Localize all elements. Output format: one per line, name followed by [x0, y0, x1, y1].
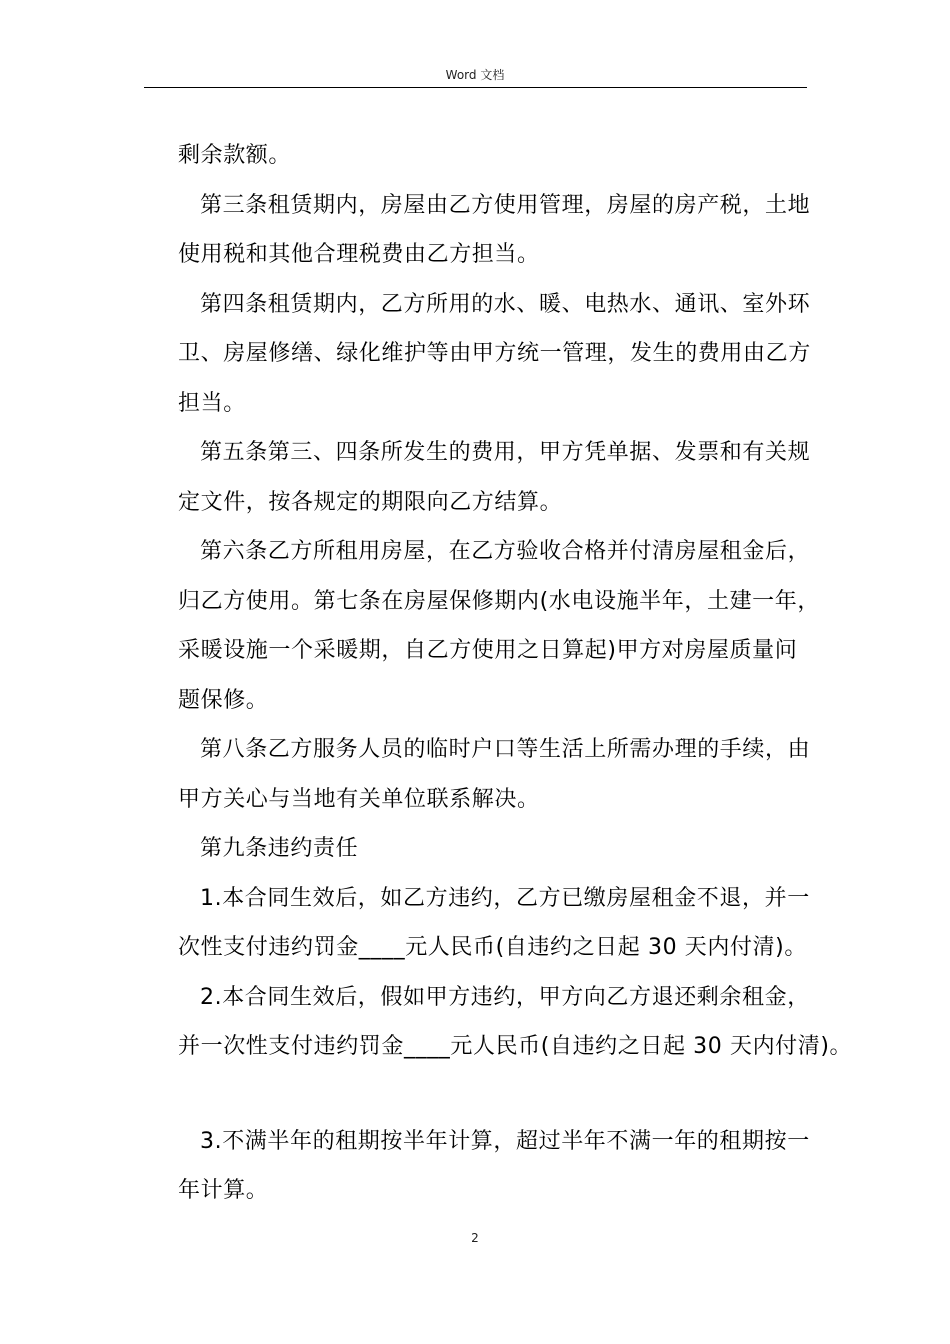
- paragraph-line: 题保修。: [178, 687, 269, 713]
- page-number: 2: [471, 1231, 479, 1245]
- paragraph-line: 2.本合同生效后，假如甲方违约，甲方向乙方退还剩余租金，: [200, 984, 810, 1010]
- paragraph-line: 第五条第三、四条所发生的费用，甲方凭单据、发票和有关规: [200, 440, 811, 465]
- paragraph-line: 第六条乙方所租用房屋，在乙方验收合格并付清房屋租金后，: [200, 539, 811, 564]
- paragraph-line: 担当。: [178, 390, 246, 416]
- paragraph-line: 第三条租赁期内，房屋由乙方使用管理，房屋的房产税，土地: [200, 192, 811, 218]
- header-divider: [144, 87, 807, 88]
- paragraph-line: 并一次性支付违约罚金____元人民币(自违约之日起 30 天内付清)。: [178, 1034, 853, 1059]
- paragraph-line: 甲方关心与当地有关单位联系解决。: [178, 786, 540, 812]
- page-header: Word 文档: [445, 68, 505, 82]
- paragraph-line: 第四条租赁期内，乙方所用的水、暖、电热水、通讯、室外环: [200, 291, 811, 317]
- paragraph-line: 1.本合同生效后，如乙方违约，乙方已缴房屋租金不退，并一: [200, 885, 810, 911]
- document-body: [178, 131, 853, 1216]
- paragraph-line: 归乙方使用。第七条在房屋保修期内(水电设施半年，土建一年，: [178, 588, 820, 614]
- paragraph-line: 剩余款额。: [178, 143, 292, 168]
- paragraph-line: 年计算。: [178, 1178, 269, 1203]
- paragraph-line: 次性支付违约罚金____元人民币(自违约之日起 30 天内付清)。: [178, 935, 807, 960]
- section-heading: 第九条违约责任: [200, 836, 359, 861]
- paragraph-line: 定文件，按各规定的期限向乙方结算。: [178, 489, 563, 515]
- paragraph-line: 采暖设施一个采暖期，自乙方使用之日算起)甲方对房屋质量问: [178, 638, 798, 663]
- paragraph-line: 卫、房屋修缮、绿化维护等由甲方统一管理，发生的费用由乙方: [178, 341, 811, 366]
- paragraph-line: 第八条乙方服务人员的临时户口等生活上所需办理的手续，由: [200, 737, 811, 762]
- paragraph-line: 3.不满半年的租期按半年计算，超过半年不满一年的租期按一: [200, 1128, 810, 1154]
- paragraph-line: 使用税和其他合理税费由乙方担当。: [178, 242, 540, 267]
